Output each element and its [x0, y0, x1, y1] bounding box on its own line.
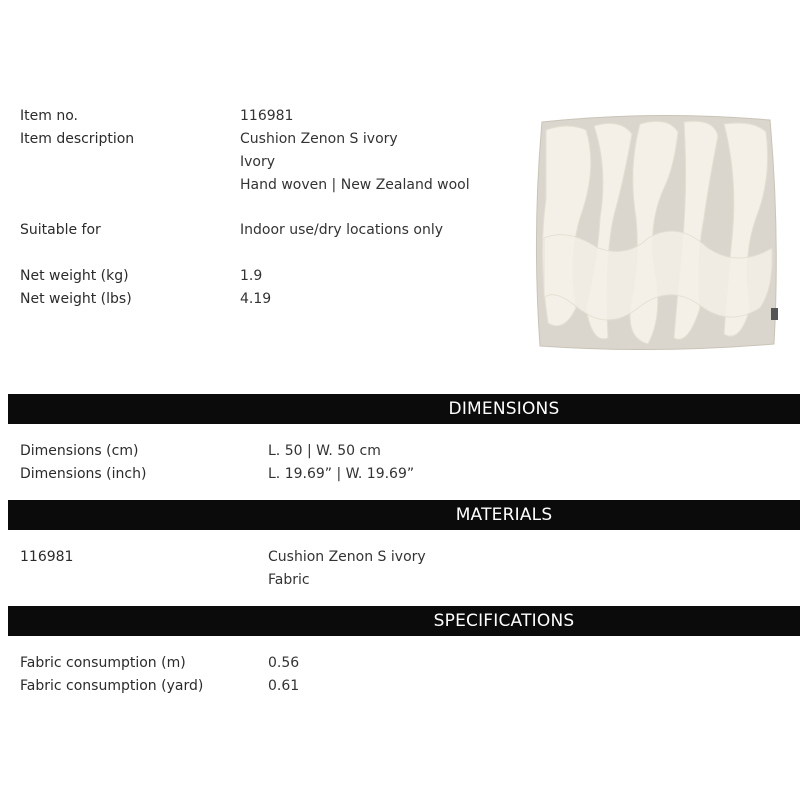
materials-item-code: 116981 [20, 549, 74, 565]
dimensions-heading: DIMENSIONS [448, 399, 560, 419]
suitable-for-value: Indoor use/dry locations only [240, 222, 444, 238]
net-weight-kg-value: 1.9 [240, 268, 263, 284]
net-weight-kg-label: Net weight (kg) [20, 268, 129, 284]
item-description-line-1: Cushion Zenon S ivory [240, 131, 398, 147]
dimensions-inch-label: Dimensions (inch) [20, 466, 147, 482]
materials-section-header [8, 500, 800, 530]
item-description-line-3: Hand woven | New Zealand wool [240, 177, 470, 193]
dimensions-section-header [8, 394, 800, 424]
fabric-consumption-m-label: Fabric consumption (m) [20, 655, 186, 671]
item-description-label: Item description [20, 131, 135, 147]
suitable-for-label: Suitable for [20, 222, 101, 238]
cushion-product-image [528, 108, 784, 358]
net-weight-lbs-label: Net weight (lbs) [20, 291, 132, 307]
specifications-section-header [8, 606, 800, 636]
fabric-consumption-m-value: 0.56 [268, 655, 300, 671]
brand-tag [771, 308, 778, 320]
materials-item-name: Cushion Zenon S ivory [268, 549, 426, 565]
item-description-line-2: Ivory [240, 154, 276, 170]
net-weight-lbs-value: 4.19 [240, 291, 272, 307]
materials-material-value: Fabric [268, 572, 310, 588]
item-no-label: Item no. [20, 108, 78, 124]
dimensions-inch-value: L. 19.69” | W. 19.69” [268, 466, 415, 482]
fabric-consumption-yard-label: Fabric consumption (yard) [20, 678, 204, 694]
dimensions-cm-label: Dimensions (cm) [20, 443, 139, 459]
specifications-heading: SPECIFICATIONS [433, 611, 575, 631]
fabric-consumption-yard-value: 0.61 [268, 678, 300, 694]
item-no-value: 116981 [240, 108, 294, 124]
dimensions-cm-value: L. 50 | W. 50 cm [268, 443, 381, 459]
materials-heading: MATERIALS [455, 505, 553, 525]
